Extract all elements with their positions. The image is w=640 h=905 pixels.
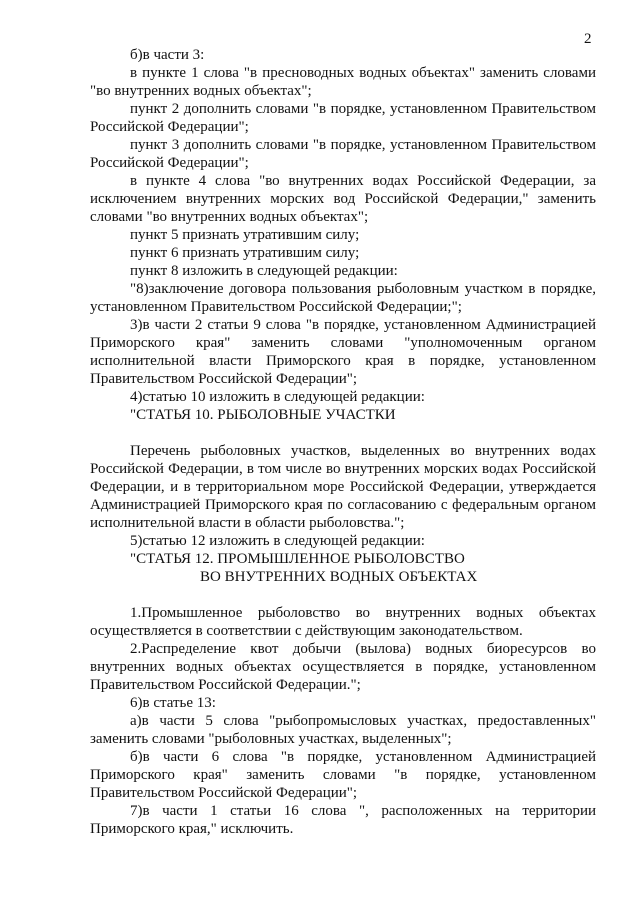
paragraph: в пункте 4 слова "во внутренних водах Российской Федерации, за исключением внутренних морских вод Российской Федерации," заменить словами "во внутренних водных объектах"; [90,173,596,225]
paragraph: 6)в статье 13: [130,695,216,711]
paragraph: пункт 8 изложить в следующей редакции: [130,263,398,279]
paragraph: б)в части 3: [130,47,205,63]
article-12-heading-continued: ВО ВНУТРЕННИХ ВОДНЫХ ОБЪЕКТАХ [200,569,478,585]
paragraph: 1.Промышленное рыболовство во внутренних водных объектах осуществляется в соответствии с действующим законодательством. [90,605,596,639]
paragraph: пункт 6 признать утратившим силу; [130,245,360,261]
paragraph: 2.Распределение квот добычи (вылова) водных биоресурсов во внутренних водных объектах осуществляется в порядке, установленном Правительством Российской Федерации."; [90,641,596,693]
paragraph: пункт 5 признать утратившим силу; [130,227,360,243]
paragraph: "8)заключение договора пользования рыболовным участком в порядке, установленном Правительством Российской Федерации;"; [90,281,596,315]
spacer [90,424,596,442]
article-12-heading: "СТАТЬЯ 12. ПРОМЫШЛЕННОЕ РЫБОЛОВСТВО [130,551,465,567]
paragraph: а)в части 5 слова "рыбопромысловых участках, предоставленных" заменить словами "рыболовных участках, выделенных"; [90,713,596,747]
paragraph: Перечень рыболовных участков, выделенных во внутренних водах Российской Федерации, в том числе во внутренних морских водах Российской Федерации, и в территориальном море Российской Федерации, утверждается Администрацией Приморского края по согласованию с федеральным органом исполнительной власти в области рыболовства."; [90,443,596,531]
paragraph: 5)статью 12 изложить в следующей редакции: [130,533,425,549]
paragraph: 7)в части 1 статьи 16 слова ", расположенных на территории Приморского края," исключить. [90,803,596,837]
spacer [90,586,596,604]
paragraph: 4)статью 10 изложить в следующей редакции: [130,389,425,405]
document-body [90,46,596,838]
article-10-heading: "СТАТЬЯ 10. РЫБОЛОВНЫЕ УЧАСТКИ [130,407,396,423]
paragraph: в пункте 1 слова "в пресноводных водных объектах" заменить словами "во внутренних водных объектах"; [90,65,596,99]
paragraph: 3)в части 2 статьи 9 слова "в порядке, установленном Администрацией Приморского края" заменить словами "уполномоченным органом исполнительной власти Приморского края в порядке, установленном Правительством Российской Федерации"; [90,317,596,387]
paragraph: б)в части 6 слова "в порядке, установленном Администрацией Приморского края" заменить словами "в порядке, установленном Правительством Российской Федерации"; [90,749,596,801]
page-number: 2 [584,31,592,47]
paragraph: пункт 2 дополнить словами "в порядке, установленном Правительством Российской Федерации"; [90,101,596,135]
paragraph: пункт 3 дополнить словами "в порядке, установленном Правительством Российской Федерации"; [90,137,596,171]
